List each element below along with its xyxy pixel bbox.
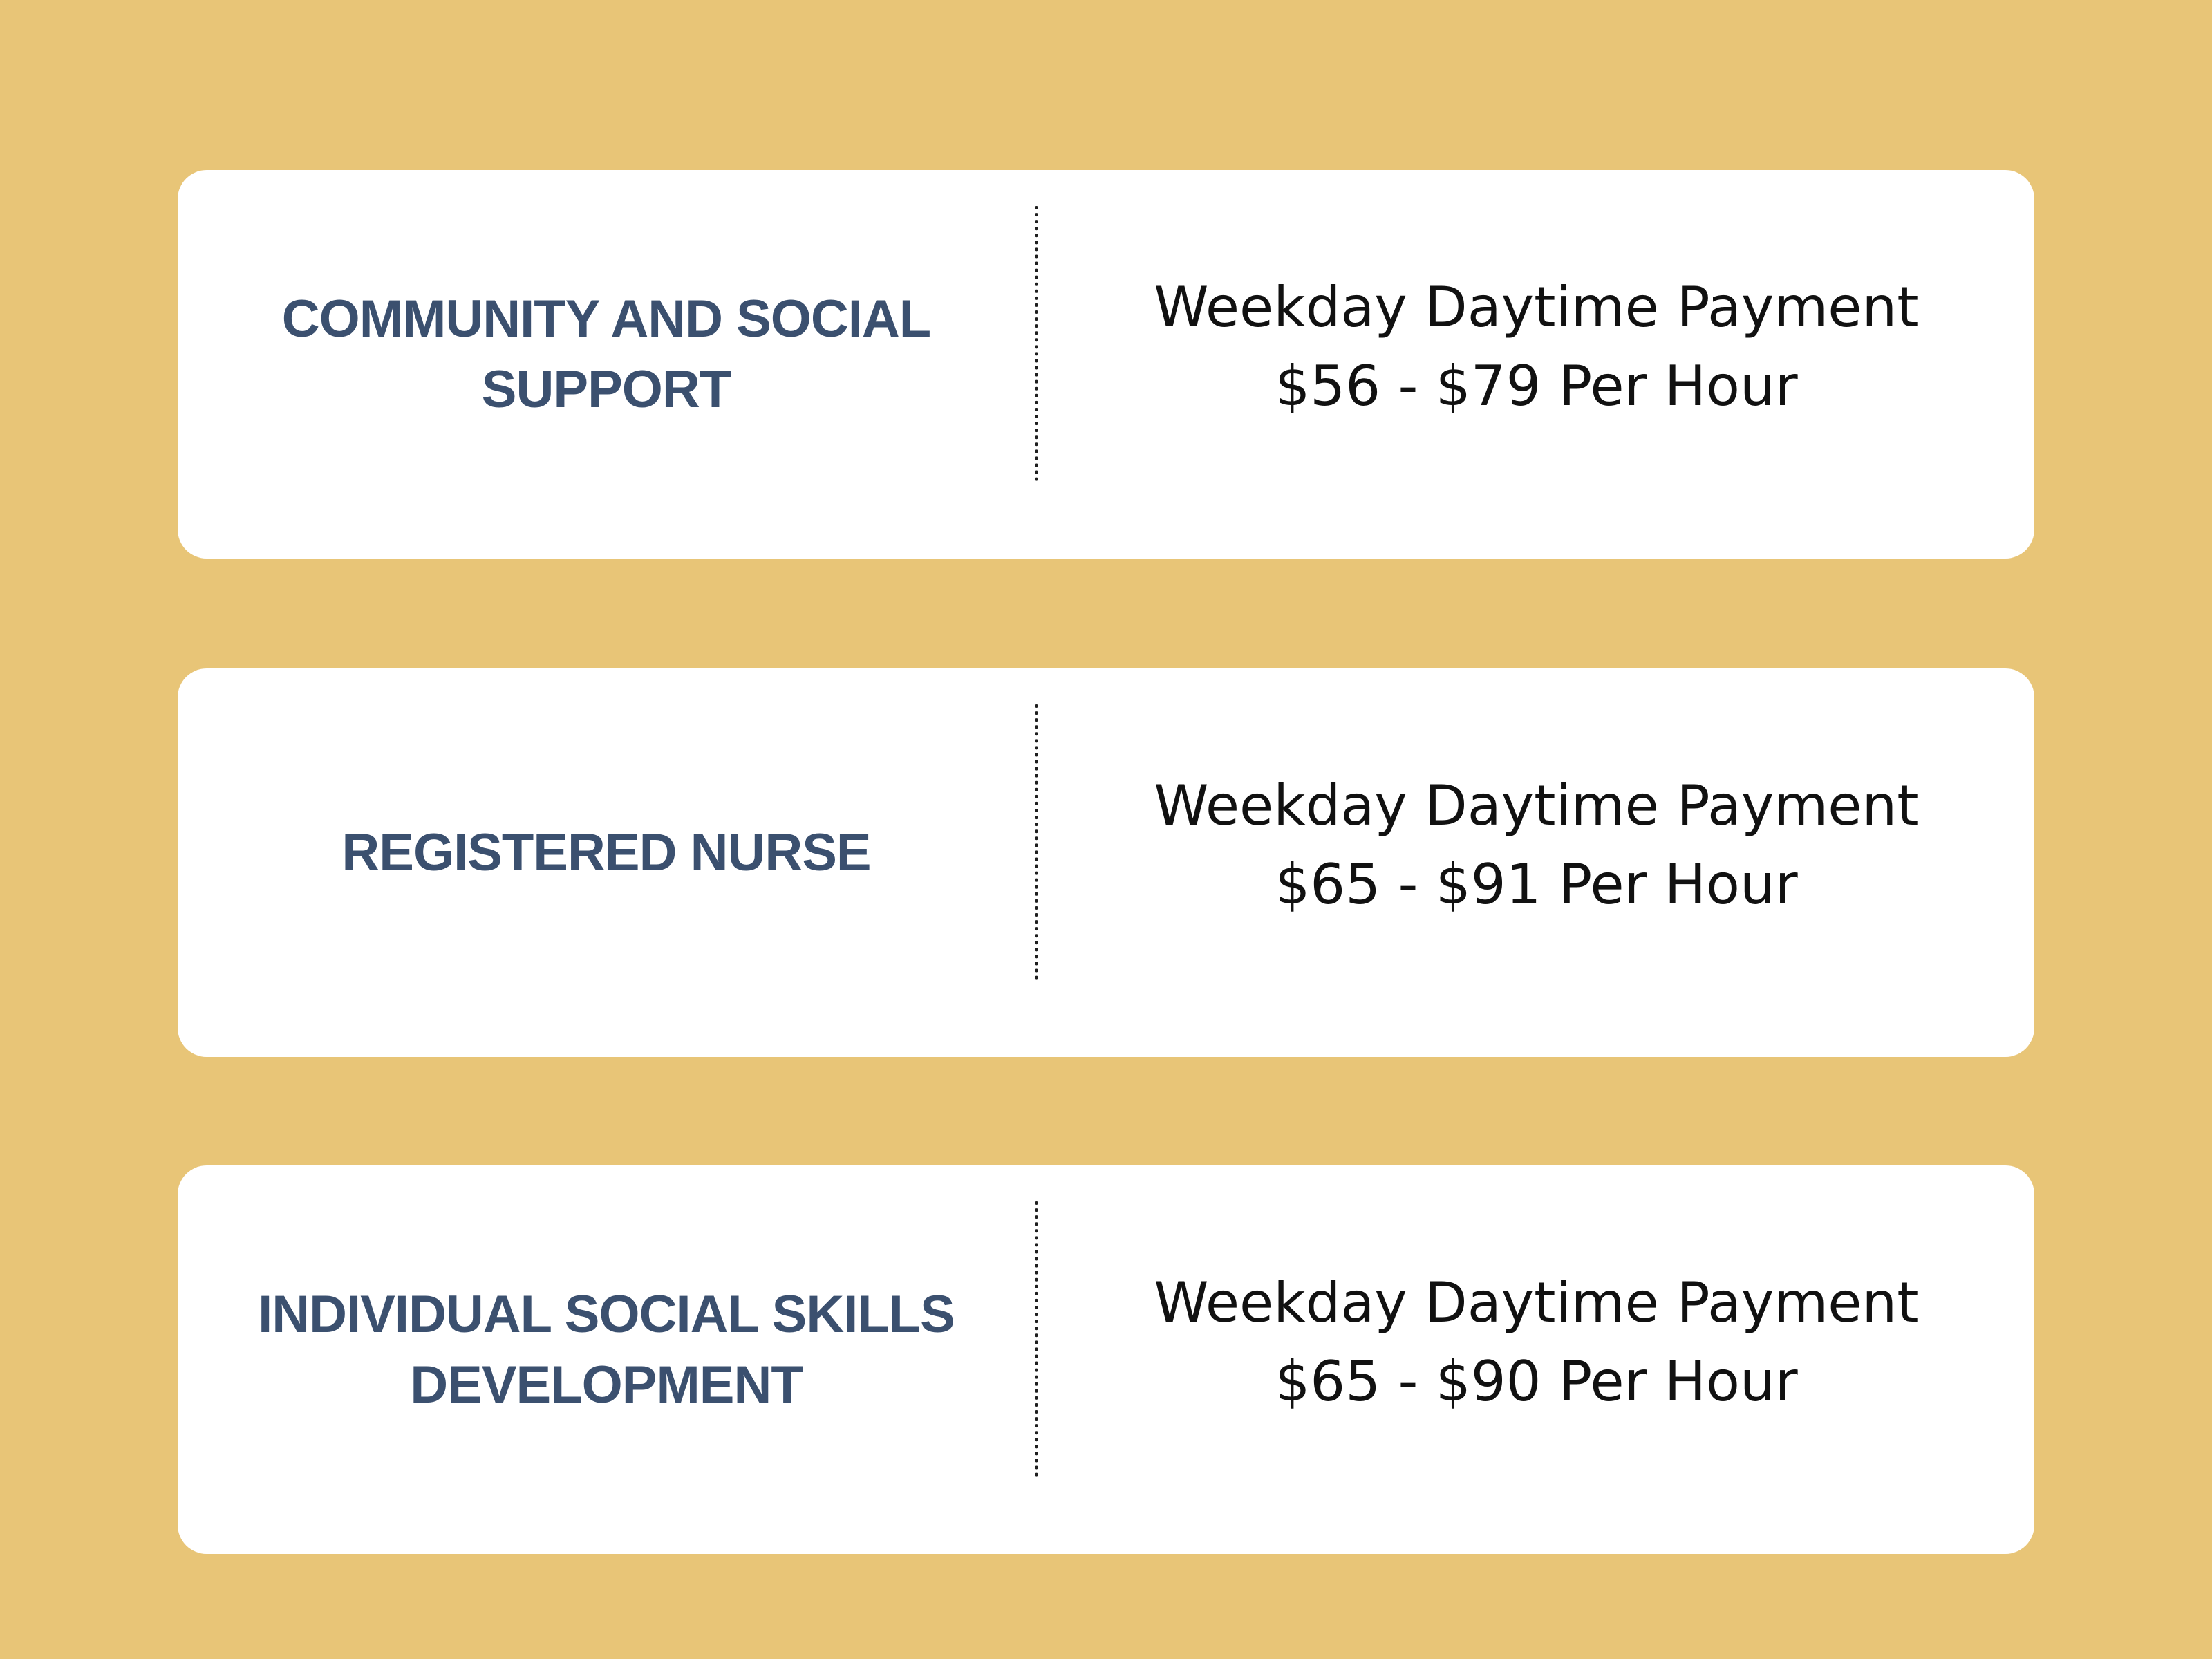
service-title: INDIVIDUAL SOCIAL SKILLS DEVELOPMENT (258, 1285, 955, 1414)
rate-range: $65 - $90 Per Hour (1275, 1349, 1798, 1414)
service-title: COMMUNITY AND SOCIAL SUPPORT (281, 290, 931, 419)
rate-card-individual-social-skills (178, 1165, 2034, 1554)
service-column (178, 1165, 1035, 1554)
rate-column (1038, 170, 2034, 559)
rate-column (1038, 668, 2034, 1057)
rate-label: Weekday Daytime Payment (1154, 1271, 1919, 1335)
rate-card-community-social-support (178, 170, 2034, 559)
rate-range: $65 - $91 Per Hour (1275, 852, 1798, 917)
service-column (178, 668, 1035, 1057)
rate-label: Weekday Daytime Payment (1154, 774, 1919, 838)
service-column (178, 170, 1035, 559)
rate-label: Weekday Daytime Payment (1154, 275, 1919, 339)
rate-card-registered-nurse (178, 668, 2034, 1057)
rate-column (1038, 1165, 2034, 1554)
service-title: REGISTERED NURSE (341, 823, 871, 882)
rate-range: $56 - $79 Per Hour (1275, 354, 1798, 418)
